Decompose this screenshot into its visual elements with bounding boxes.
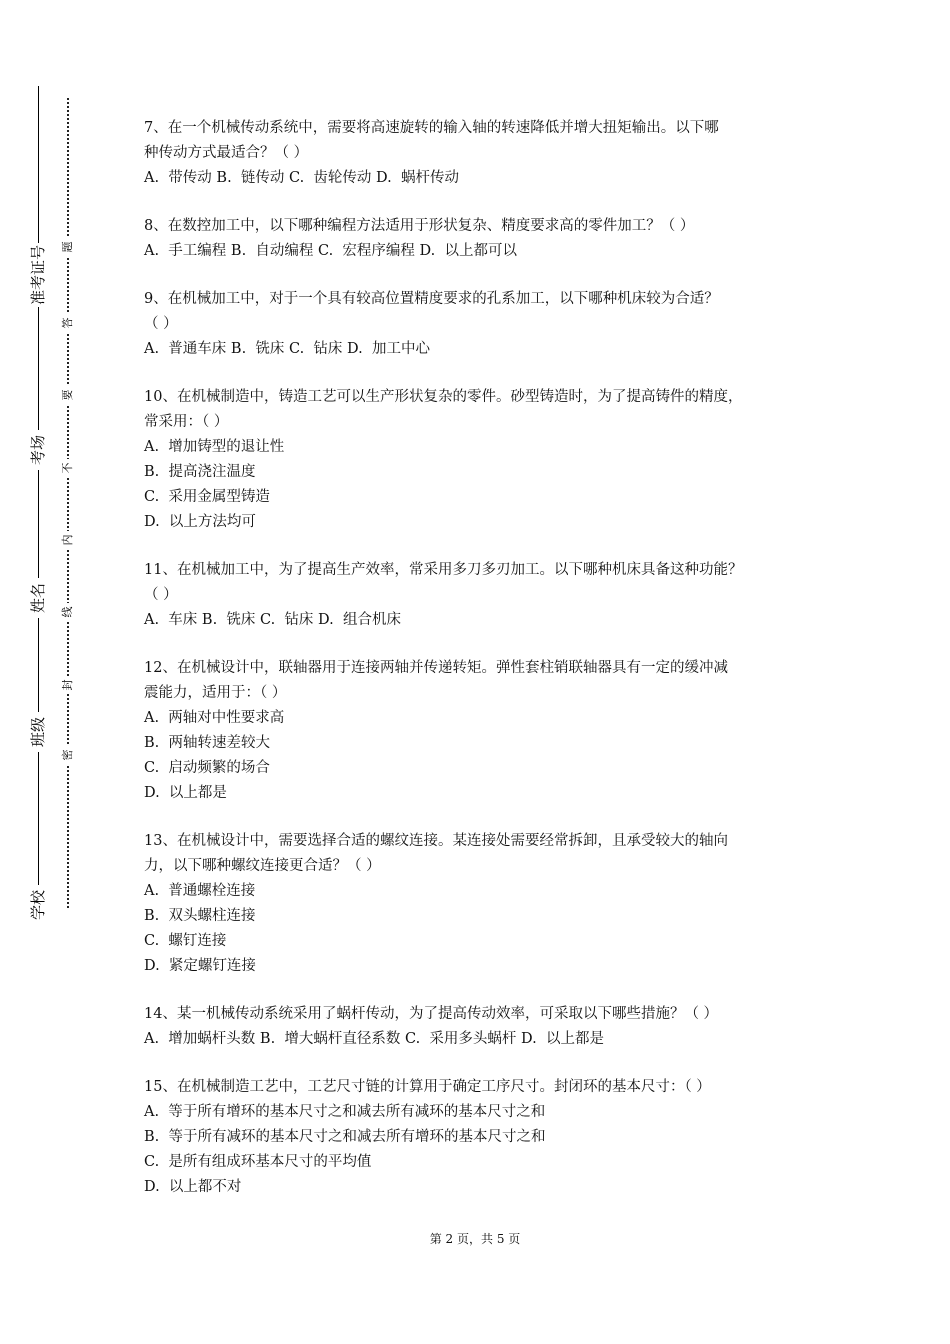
question-text: （ ） (144, 316, 178, 332)
seal-char: 题 (59, 238, 77, 256)
answer-option: A. 普通车床 B. 铣床 C. 钻床 D. 加工中心 (144, 341, 430, 357)
binding-field-label: 班级 (26, 712, 50, 752)
answer-option: D. 紧定螺钉连接 (144, 958, 256, 974)
question-block (144, 214, 824, 264)
answer-option: A. 车床 B. 铣床 C. 钻床 D. 组合机床 (144, 612, 401, 628)
seal-char: 线 (59, 603, 77, 621)
question-text: 10、在机械制造中，铸造工艺可以生产形状复杂的零件。砂型铸造时，为了提高铸件的精度， (144, 389, 743, 405)
question-block (144, 1002, 824, 1052)
question-block (144, 116, 824, 191)
question-text: 11、在机械加工中，为了提高生产效率，常采用多刀多刃加工。以下哪种机床具备这种功能？ (144, 562, 743, 578)
question-text: 15、在机械制造工艺中，工艺尺寸链的计算用于确定工序尺寸。封闭环的基本尺寸：（ ） (144, 1079, 711, 1095)
seal-char: 封 (59, 676, 77, 694)
question-text: 7、在一个机械传动系统中，需要将高速旋转的输入轴的转速降低并增大扭矩输出。以下哪 (144, 120, 719, 136)
answer-option: D. 以上都不对 (144, 1179, 242, 1195)
question-block (144, 385, 824, 535)
question-text: 9、在机械加工中，对于一个具有较高位置精度要求的孔系加工，以下哪种机床较为合适？ (144, 291, 719, 307)
question-text: （ ） (144, 587, 178, 603)
answer-option: C. 采用金属型铸造 (144, 489, 270, 505)
answer-option: C. 是所有组成环基本尺寸的平均值 (144, 1154, 372, 1170)
seal-dotted-line (67, 98, 69, 908)
question-text: 震能力，适用于：（ ） (144, 685, 287, 701)
question-text: 种传动方式最适合？（ ） (144, 145, 309, 161)
binding-field-label: 考场 (26, 430, 50, 470)
binding-field-label: 学校 (26, 885, 50, 925)
question-list (144, 116, 824, 1223)
question-block (144, 656, 824, 806)
answer-option: A. 普通螺栓连接 (144, 883, 256, 899)
answer-option: B. 等于所有减环的基本尺寸之和减去所有增环的基本尺寸之和 (144, 1129, 546, 1145)
binding-field-label: 姓名 (26, 578, 50, 618)
answer-option: A. 手工编程 B. 自动编程 C. 宏程序编程 D. 以上都可以 (144, 243, 517, 259)
question-text: 力，以下哪种螺纹连接更合适？（ ） (144, 858, 381, 874)
question-block (144, 287, 824, 362)
answer-option: A. 增加铸型的退让性 (144, 439, 285, 455)
question-text: 14、某一机械传动系统采用了蜗杆传动，为了提高传动效率，可采取以下哪些措施？（ ） (144, 1006, 719, 1022)
question-block (144, 558, 824, 633)
page-footer: 第 2 页，共 5 页 (429, 1232, 521, 1246)
question-text: 8、在数控加工中，以下哪种编程方法适用于形状复杂、精度要求高的零件加工？（ ） (144, 218, 695, 234)
seal-char: 不 (59, 459, 77, 477)
answer-option: D. 以上都是 (144, 785, 227, 801)
answer-option: A. 带传动 B. 链传动 C. 齿轮传动 D. 蜗杆传动 (144, 170, 459, 186)
answer-option: A. 等于所有增环的基本尺寸之和减去所有减环的基本尺寸之和 (144, 1104, 546, 1120)
question-block (144, 1075, 824, 1200)
answer-option: C. 启动频繁的场合 (144, 760, 270, 776)
seal-char: 答 (59, 314, 77, 332)
answer-option: B. 两轴转速差较大 (144, 735, 270, 751)
answer-option: C. 螺钉连接 (144, 933, 227, 949)
answer-option: A. 两轴对中性要求高 (144, 710, 285, 726)
question-text: 常采用：（ ） (144, 414, 229, 430)
question-text: 12、在机械设计中，联轴器用于连接两轴并传递转矩。弹性套柱销联轴器具有一定的缓冲减 (144, 660, 728, 676)
answer-option: A. 增加蜗杆头数 B. 增大蜗杆直径系数 C. 采用多头蜗杆 D. 以上都是 (144, 1031, 604, 1047)
answer-option: B. 提高浇注温度 (144, 464, 256, 480)
binding-line (38, 86, 39, 924)
answer-option: D. 以上方法均可 (144, 514, 256, 530)
question-text: 13、在机械设计中，需要选择合适的螺纹连接。某连接处需要经常拆卸，且承受较大的轴向 (144, 833, 728, 849)
binding-field-label: 准考证号 (26, 243, 50, 307)
seal-char: 内 (59, 531, 77, 549)
answer-option: B. 双头螺柱连接 (144, 908, 256, 924)
question-block (144, 829, 824, 979)
seal-char: 密 (59, 746, 77, 764)
seal-char: 要 (59, 386, 77, 404)
